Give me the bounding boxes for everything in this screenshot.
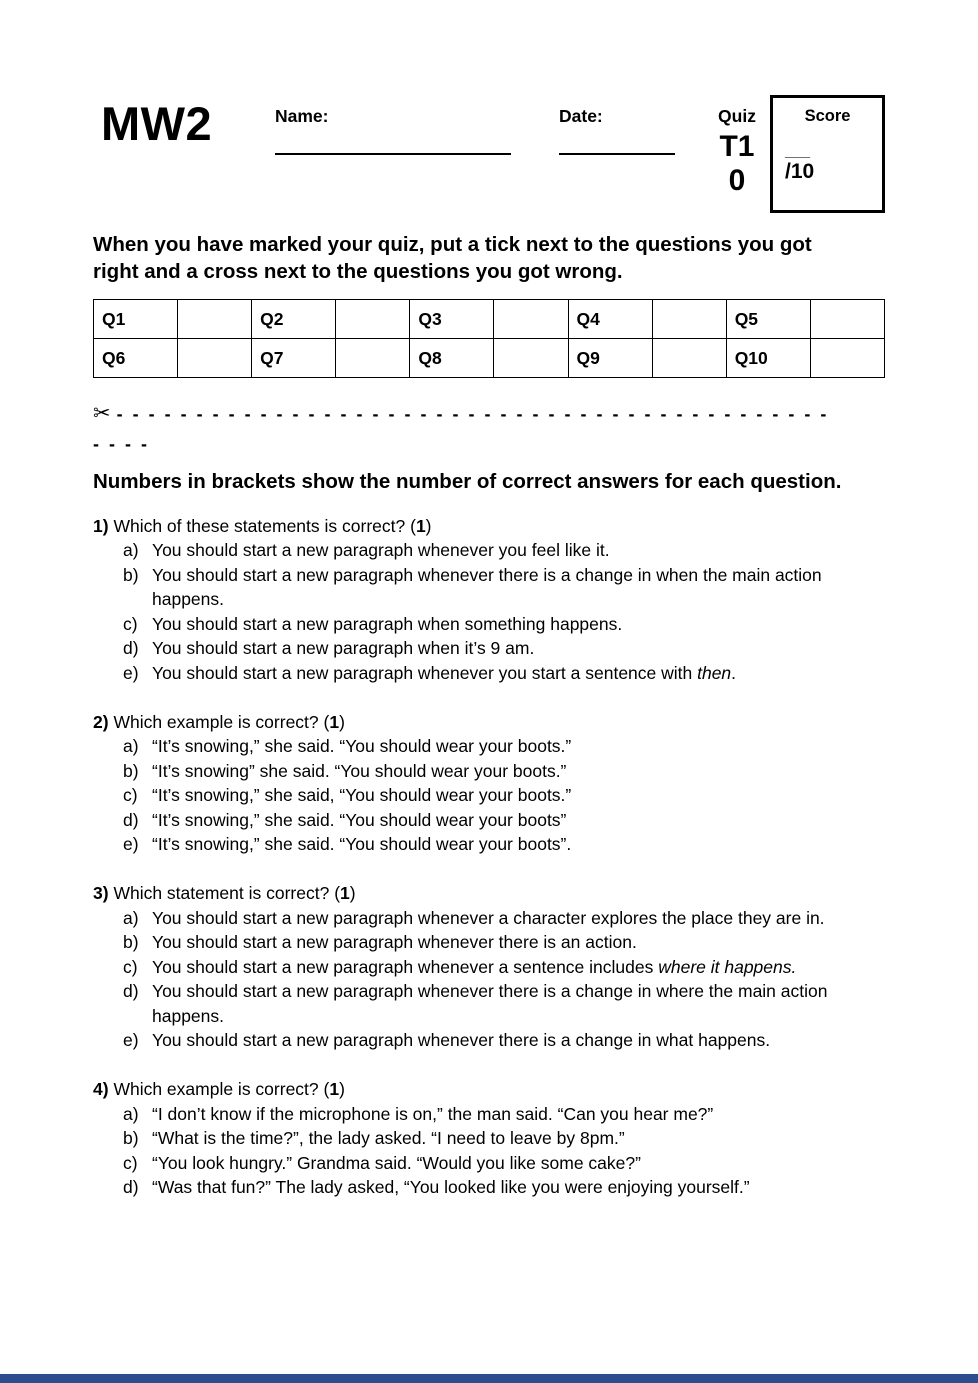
option-text-italic: where it happens. (658, 956, 797, 977)
option-text-part: “You look hungry.” Grandma said. “Would you like some cake?” (152, 1152, 641, 1173)
option-text-part: “What is the time?”, the lady asked. “I need to leave by 8pm.” (152, 1128, 625, 1148)
question-3-text: Which statement is correct? (113, 883, 330, 903)
option-text-part: You should start a new paragraph whenever there is an action. (152, 932, 637, 952)
paren-open: ( (323, 1079, 330, 1099)
question-4-option-a (123, 1102, 885, 1127)
question-2-number: 2) (93, 711, 109, 732)
option-text (152, 538, 885, 563)
option-text (152, 1175, 885, 1200)
question-4-options (123, 1102, 885, 1200)
question-2 (93, 710, 885, 857)
tick-cell-q10 (810, 339, 884, 378)
question-4-marks (324, 1079, 345, 1099)
paren-open: ( (323, 711, 330, 732)
question-2-option-c (123, 783, 885, 808)
question-2-option-b (123, 759, 885, 784)
cell-q8: Q8 (410, 339, 494, 378)
option-label: d) (123, 809, 139, 830)
option-text (152, 636, 885, 661)
paren-open: ( (334, 883, 341, 903)
option-label: a) (123, 736, 139, 756)
question-3-points: 1 (340, 883, 350, 903)
cut-dashes-1: - - - - - - - - - - - - - - - - - - - - - - - - - - - - - - - - - - - - - - - - - - - - - (116, 404, 829, 424)
option-text-part: “It’s snowing,” she said. “You should wear your boots.” (152, 736, 572, 756)
question-4-prompt (93, 1077, 885, 1102)
name-underline (275, 153, 511, 155)
tick-cell-q9 (652, 339, 726, 378)
cut-dashes-2: - - - - (93, 434, 150, 454)
question-1-option-a (123, 538, 885, 563)
option-text-part: “It’s snowing” she said. “You should wear your boots.” (152, 760, 567, 781)
score-total: /10 (785, 160, 815, 183)
question-1-marks (410, 516, 431, 536)
date-field (559, 106, 675, 155)
score-values (785, 144, 882, 184)
option-label: a) (123, 540, 139, 560)
score-box (770, 95, 885, 213)
option-text-part: You should start a new paragraph whenever you feel like it. (152, 540, 610, 560)
question-4-option-b (123, 1126, 885, 1151)
score-blank: ___ (785, 143, 811, 160)
option-label: e) (123, 1030, 139, 1050)
question-4-number: 4) (93, 1079, 109, 1099)
quiz-number: T10 (719, 130, 755, 197)
cell-q5: Q5 (726, 300, 810, 339)
question-2-option-a (123, 734, 885, 759)
option-text (152, 612, 885, 637)
tick-cell-q2 (336, 300, 410, 339)
option-text (152, 808, 885, 833)
option-text (152, 930, 885, 955)
cell-q4: Q4 (568, 300, 652, 339)
cell-q1: Q1 (94, 300, 178, 339)
quiz-id (713, 106, 761, 198)
question-1-option-c (123, 612, 885, 637)
option-label: c) (123, 1152, 138, 1173)
question-3-prompt (93, 881, 885, 906)
name-label: Name: (275, 106, 329, 126)
question-3 (93, 881, 885, 1053)
cell-q2: Q2 (252, 300, 336, 339)
paren-close: ) (349, 883, 356, 903)
option-text-part: “Was that fun?” The lady asked, “You looked like you were enjoying yourself.” (152, 1177, 750, 1197)
tick-cell-q4 (652, 300, 726, 339)
question-2-marks (324, 712, 345, 732)
option-text (152, 661, 885, 686)
question-3-option-d (123, 979, 885, 1028)
scissors-icon: ✂ (93, 401, 111, 425)
question-3-options (123, 906, 885, 1053)
instructions-text: When you have marked your quiz, put a tick next to the questions you got right and a cross next to the questions you got wrong. (93, 233, 812, 283)
question-3-option-e (123, 1028, 885, 1053)
option-text (152, 783, 885, 808)
option-label: a) (123, 907, 139, 928)
option-text (152, 979, 885, 1028)
option-text (152, 906, 885, 931)
option-text-part: “It’s snowing,” she said, “You should wear your boots.” (152, 785, 572, 805)
option-text-italic: then (697, 662, 732, 683)
tick-cell-q3 (494, 300, 568, 339)
question-2-points: 1 (329, 711, 340, 732)
footer-bar (0, 1374, 978, 1383)
option-text-part: You should start a new paragraph when it’s 9 am. (152, 638, 535, 658)
cut-line (93, 398, 885, 459)
question-4 (93, 1077, 885, 1200)
option-label: b) (123, 760, 139, 781)
option-label: b) (123, 1128, 139, 1148)
option-text-part: “It’s snowing,” she said. “You should wear your boots”. (152, 834, 572, 854)
question-2-prompt (93, 710, 885, 735)
question-1-text: Which of these statements is correct? (113, 515, 406, 536)
question-1 (93, 514, 885, 686)
option-label: c) (123, 785, 138, 805)
question-4-option-d (123, 1175, 885, 1200)
cell-q9: Q9 (568, 339, 652, 378)
option-label: a) (123, 1103, 139, 1124)
option-text (152, 759, 885, 784)
question-1-number: 1) (93, 515, 109, 536)
paren-open: ( (410, 515, 416, 536)
tick-cell-q1 (178, 300, 252, 339)
cell-q3: Q3 (410, 300, 494, 339)
option-text (152, 1102, 885, 1127)
question-1-prompt (93, 514, 885, 539)
option-text-part: You should start a new paragraph when something happens. (152, 613, 623, 634)
option-text (152, 1151, 885, 1176)
worksheet-page (93, 0, 885, 1224)
question-3-number: 3) (93, 883, 109, 903)
tick-cell-q8 (494, 339, 568, 378)
tick-cell-q7 (336, 339, 410, 378)
option-text-part: “It’s snowing,” she said. “You should wear your boots” (152, 809, 567, 830)
option-text (152, 1126, 885, 1151)
option-text-part: You should start a new paragraph whenever there is a change in what happens. (152, 1030, 771, 1050)
question-2-text: Which example is correct? (113, 711, 319, 732)
question-1-option-e (123, 661, 885, 686)
questions-list (93, 514, 885, 1200)
marking-table-row-1 (94, 300, 885, 339)
option-label: d) (123, 981, 139, 1001)
option-text (152, 734, 885, 759)
option-label: c) (123, 613, 138, 634)
paren-close: ) (425, 515, 432, 536)
option-label: d) (123, 638, 139, 658)
option-label: d) (123, 1177, 139, 1197)
paren-close: ) (339, 711, 345, 732)
option-text-part: “I don’t know if the microphone is on,” the man said. “Can you hear me?” (152, 1103, 714, 1124)
question-4-option-c (123, 1151, 885, 1176)
question-2-option-d (123, 808, 885, 833)
question-3-option-c (123, 955, 885, 980)
date-label: Date: (559, 106, 603, 126)
tick-cell-q6 (178, 339, 252, 378)
date-underline (559, 153, 675, 155)
cut-line-2 (93, 429, 885, 459)
option-text-part: You should start a new paragraph whenever you start a sentence with (152, 662, 698, 683)
subheading-text: Numbers in brackets show the number of correct answers for each question. (93, 470, 842, 493)
question-1-option-b (123, 563, 885, 612)
question-1-points: 1 (415, 515, 426, 536)
cell-q6: Q6 (94, 339, 178, 378)
name-field (275, 106, 511, 155)
option-text-suffix: . (731, 662, 737, 683)
option-label: e) (123, 834, 139, 854)
score-label: Score (804, 107, 851, 125)
paren-close: ) (339, 1079, 345, 1099)
marking-table (93, 299, 885, 378)
question-3-marks (334, 883, 355, 903)
option-text (152, 1028, 885, 1053)
tick-cell-q5 (810, 300, 884, 339)
marking-table-row-2 (94, 339, 885, 378)
question-4-points: 1 (329, 1079, 340, 1099)
option-text (152, 955, 885, 980)
option-label: b) (123, 564, 139, 585)
option-text-part: You should start a new paragraph whenever there is a change in when the main action happens. (152, 564, 822, 609)
question-3-option-b (123, 930, 885, 955)
cut-line-1 (93, 398, 885, 429)
option-label: c) (123, 956, 138, 977)
option-text-part: You should start a new paragraph whenever a sentence includes (152, 956, 659, 977)
option-text (152, 563, 885, 612)
option-text (152, 832, 885, 857)
question-1-option-d (123, 636, 885, 661)
header (93, 0, 885, 232)
cell-q10: Q10 (726, 339, 810, 378)
question-2-option-e (123, 832, 885, 857)
option-label: b) (123, 932, 139, 952)
question-1-options (123, 538, 885, 685)
option-label: e) (123, 662, 139, 683)
quiz-label: Quiz (718, 106, 756, 126)
question-3-option-a (123, 906, 885, 931)
cell-q7: Q7 (252, 339, 336, 378)
option-text-part: You should start a new paragraph whenever a character explores the place they are in. (152, 907, 825, 928)
doc-code: MW2 (101, 97, 213, 150)
question-4-text: Which example is correct? (113, 1079, 319, 1099)
question-2-options (123, 734, 885, 857)
option-text-part: You should start a new paragraph whenever there is a change in where the main action happens. (152, 981, 828, 1026)
